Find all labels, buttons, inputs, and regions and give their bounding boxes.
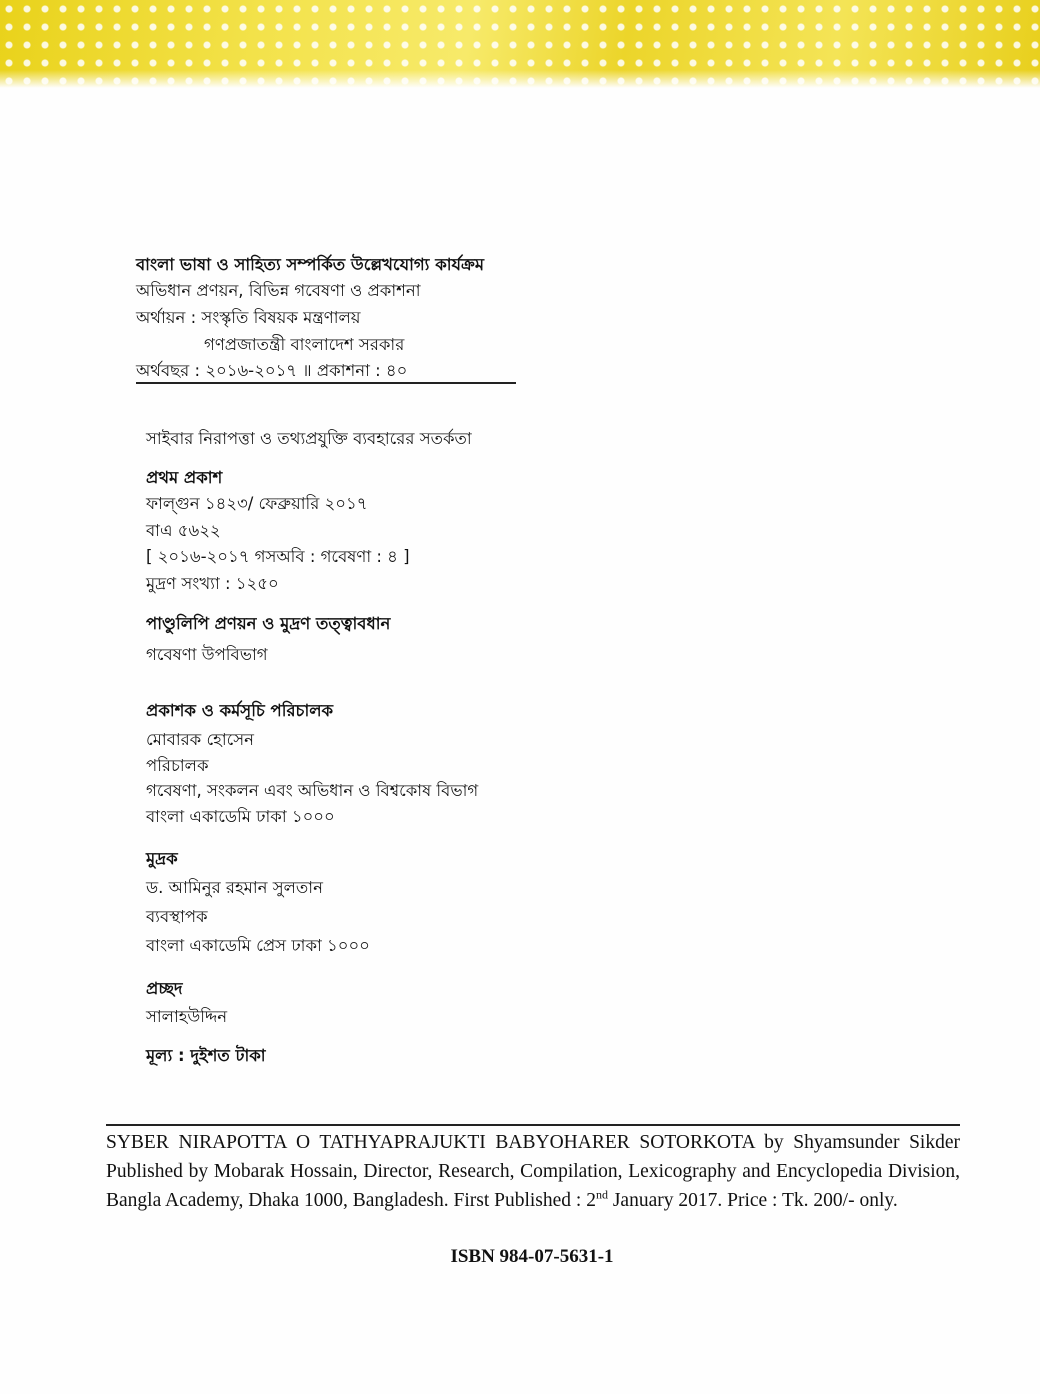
price-bangla: মূল্য : দুইশত টাকা (146, 1046, 266, 1065)
english-note-part2: January 2017. Price : Tk. 200/- only. (607, 1190, 898, 1211)
printer-role: ব্যবস্থাপক (146, 907, 208, 926)
english-imprint-note (106, 1128, 960, 1215)
government-line: গণপ্রজাতন্ত্রী বাংলাদেশ সরকার (204, 335, 405, 354)
project-code: [ ২০১৬-২০১৭ গসঅবি : গবেষণা : ৪ ] (146, 547, 410, 566)
print-run: মুদ্রণ সংখ্যা : ১২৫০ (146, 574, 279, 593)
publisher-name: মোবারক হোসেন (146, 730, 254, 749)
english-note-rule (106, 1124, 960, 1126)
cover-artist: সালাহউদ্দিন (146, 1007, 228, 1026)
manuscript-dept: গবেষণা উপবিভাগ (146, 645, 268, 664)
book-title: সাইবার নিরাপত্তা ও তথ্যপ্রযুক্তি ব্যবহারের সতর্কতা (146, 429, 472, 448)
first-edition-date: ফাল্গুন ১৪২৩/ ফেব্রুয়ারি ২০১৭ (146, 494, 368, 513)
fiscal-year-line: অর্থবছর : ২০১৬-২০১৭ ॥ প্রকাশনা : ৪০ (136, 361, 408, 380)
publisher-address: বাংলা একাডেমি ঢাকা ১০০০ (146, 807, 335, 826)
cover-heading: প্রচ্ছদ (146, 979, 183, 998)
english-note-part1: SYBER NIRAPOTTA O TATHYAPRAJUKTI BABYOHARER SOTORKOTA by Shyamsunder Sikder Published by Mobarak Hossain, Director, Research, Compilation, Lexicography and Encyclopedia Division, Bangla Academy, Dhaka 1000, Bangladesh. First Published : 2 (106, 1132, 960, 1211)
first-edition-heading: প্রথম প্রকাশ (146, 468, 223, 487)
printer-heading: মুদ্রক (146, 849, 178, 868)
top-band-fade (0, 70, 1040, 88)
printer-address: বাংলা একাডেমি প্রেস ঢাকা ১০০০ (146, 936, 370, 955)
printer-name: ড. আমিনুর রহমান সুলতান (146, 878, 323, 897)
manuscript-heading: পাণ্ডুলিপি প্রণয়ন ও মুদ্রণ তত্ত্বাবধান (146, 614, 391, 633)
series-title: বাংলা ভাষা ও সাহিত্য সম্পর্কিত উল্লেখযোগ্য কার্যক্রম (136, 255, 484, 274)
publisher-heading: প্রকাশক ও কর্মসূচি পরিচালক (146, 701, 334, 720)
catalogue-code: বাএ ৫৬২২ (146, 521, 221, 540)
publisher-division: গবেষণা, সংকলন এবং অভিধান ও বিশ্বকোষ বিভাগ (146, 781, 479, 800)
publisher-role: পরিচালক (146, 756, 209, 775)
ordinal-suffix: nd (595, 1187, 608, 1202)
isbn: ISBN 984-07-5631-1 (450, 1246, 614, 1267)
series-subtitle: অভিধান প্রণয়ন, বিভিন্ন গবেষণা ও প্রকাশনা (136, 281, 421, 300)
decorative-top-band (0, 0, 1040, 88)
series-underline (136, 382, 516, 384)
funding-line: অর্থায়ন : সংস্কৃতি বিষয়ক মন্ত্রণালয় (136, 308, 361, 327)
